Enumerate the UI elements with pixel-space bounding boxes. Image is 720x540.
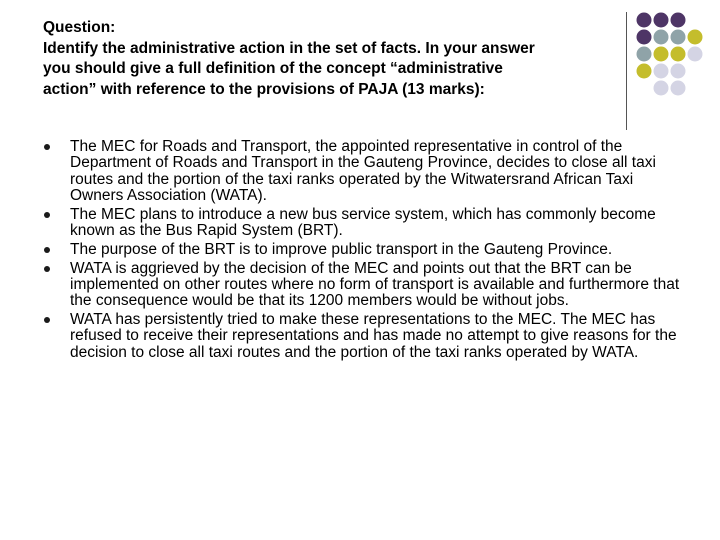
fact-item (44, 139, 684, 204)
bullet-dot-icon (44, 317, 50, 323)
decorative-dot (654, 13, 669, 28)
decorative-dot (637, 30, 652, 45)
decorative-dot (654, 47, 669, 62)
decorative-dot (654, 81, 669, 96)
fact-item (44, 242, 684, 258)
decorative-dot (671, 64, 686, 79)
facts-list (44, 139, 684, 363)
decorative-dot-grid (632, 10, 720, 128)
fact-text: The purpose of the BRT is to improve public transport in the Gauteng Province. (70, 240, 613, 258)
fact-text: The MEC plans to introduce a new bus service system, which has commonly become known as the Bus Rapid System (BRT). (70, 205, 656, 239)
fact-text: The MEC for Roads and Transport, the appointed representative in control of the Department of Roads and Transport in the Gauteng Province, decides to close all taxi routes and the portion of the taxi ranks operated by the Witwatersrand African Taxi Owners Association (WATA). (70, 138, 656, 204)
fact-item (44, 312, 684, 361)
decorative-dot (688, 30, 703, 45)
question-line: Identify the administrative action in the set of facts. In your answer (43, 39, 535, 57)
bullet-dot-icon (44, 266, 50, 272)
question-line: action” with reference to the provisions of PAJA (13 marks): (43, 80, 485, 98)
fact-text: WATA is aggrieved by the decision of the MEC and points out that the BRT can be implemented on other routes where no form of transport is available and furthermore that the consequence would be that its 1200 members would be without jobs. (70, 259, 680, 310)
decorative-dot (688, 47, 703, 62)
bullet-dot-icon (44, 247, 50, 253)
decorative-dot (671, 13, 686, 28)
decorative-dot (671, 81, 686, 96)
bullet-dot-icon (44, 212, 50, 218)
fact-item (44, 207, 684, 240)
vertical-divider (626, 12, 627, 130)
decorative-dot (637, 64, 652, 79)
decorative-dot (654, 30, 669, 45)
question-title: Question: (43, 19, 116, 36)
fact-text: WATA has persistently tried to make these representations to the MEC. The MEC has refused to receive their representations and has made no attempt to give reasons for the decision to close all taxi routes and the portion of the taxi ranks operated by WATA. (70, 310, 677, 361)
decorative-dot (654, 64, 669, 79)
decorative-dot (671, 30, 686, 45)
question-heading (43, 18, 623, 100)
decorative-dot (671, 47, 686, 62)
question-line: you should give a full definition of the concept “administrative (43, 60, 503, 77)
bullet-dot-icon (44, 144, 50, 150)
fact-item (44, 261, 684, 310)
decorative-dot (637, 47, 652, 62)
decorative-dot (637, 13, 652, 28)
